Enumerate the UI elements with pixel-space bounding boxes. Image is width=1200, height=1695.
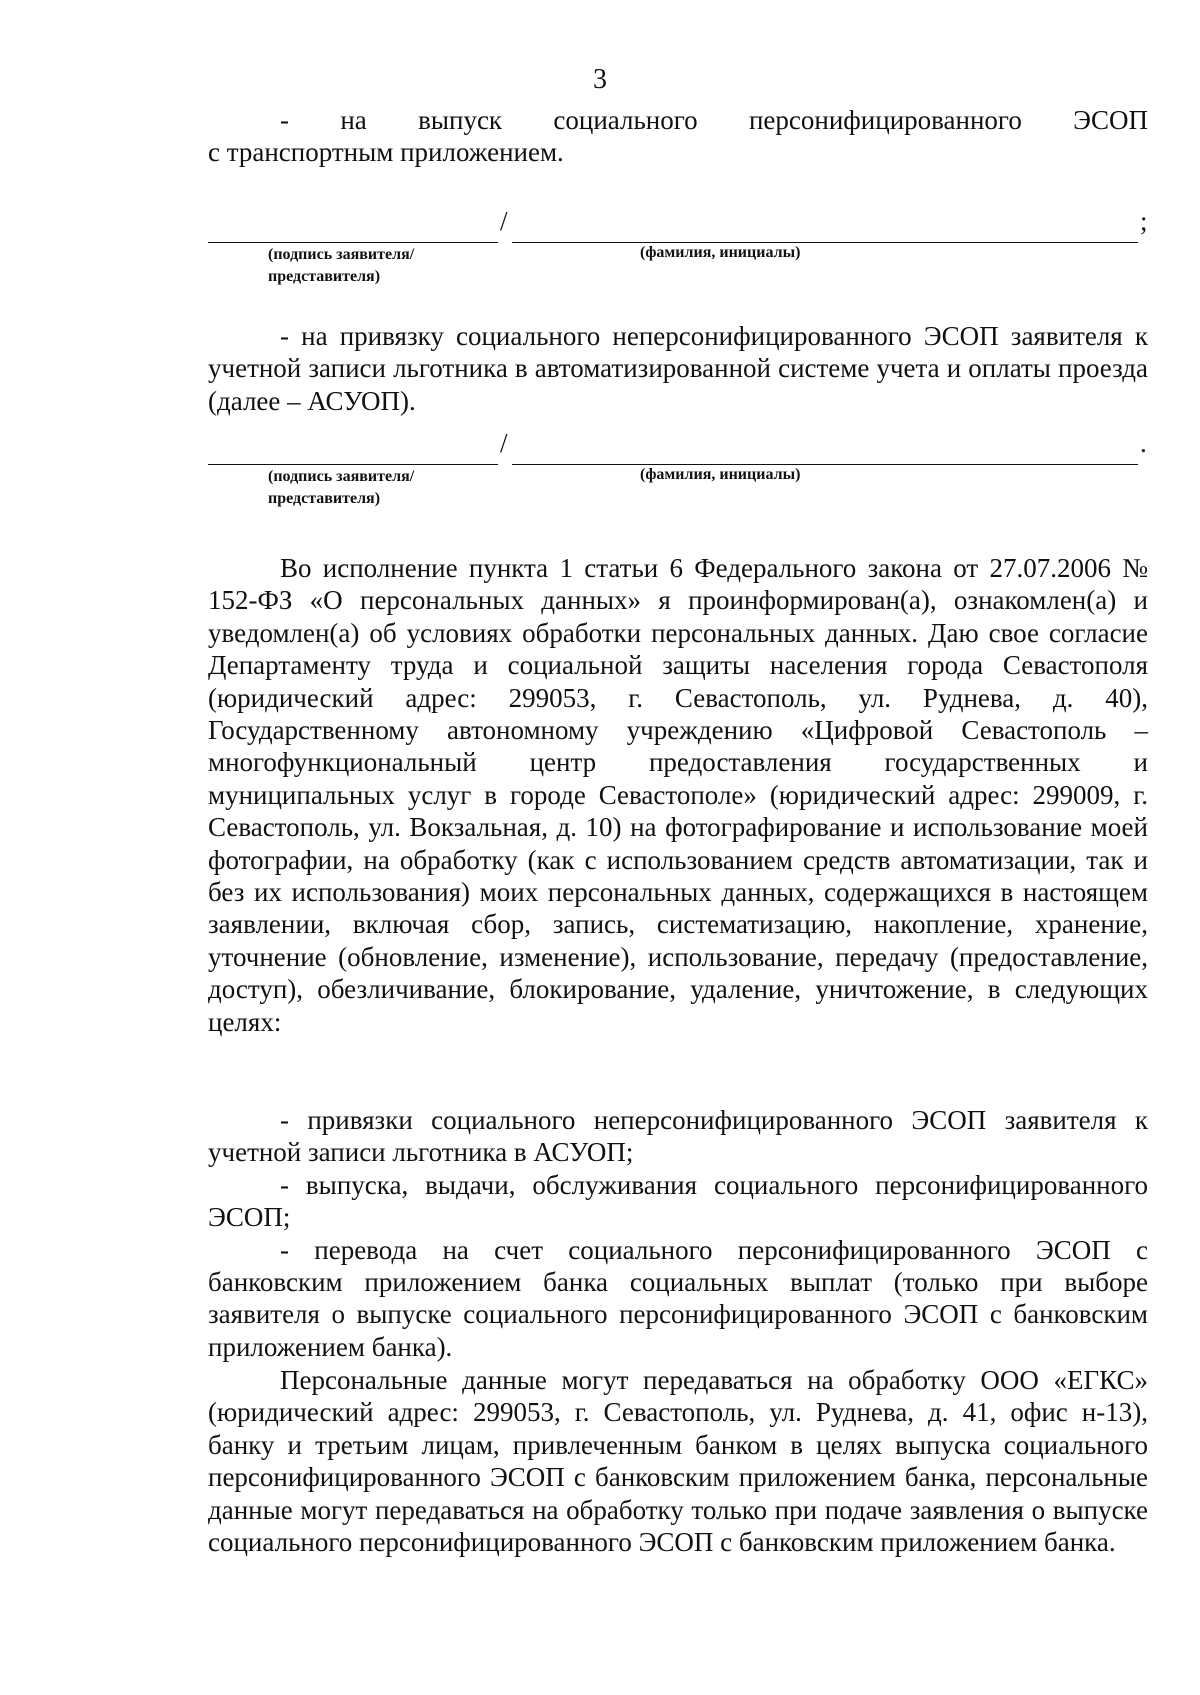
paragraph-consent: Во исполнение пункта 1 статьи 6 Федерального закона от 27.07.2006 № 152-ФЗ «О персональных данных» я проинформирован(а), ознакомлен(а) и уведомлен(а) об условиях обработки персональных данных. Даю свое согласие Департаменту труда и социальной защиты населения города Севастополя (юридический адрес: 299053, г. Севастополь, ул. Руднева, д. 40), Государственному автономному учреждению «Цифровой Севастополь – многофункциональный центр предоставления государственных и муниципальных услуг в городе Севастополе» (юридический адрес: 299009, г. Севастополь, ул. Вокзальная, д. 10) на фотографирование и использование моей фотографии, на обработку (как с использованием средств автоматизации, так и без их использования) моих персональных данных, содержащихся в настоящем заявлении, включая сбор, запись, систематизацию, накопление, хранение, уточнение (обновление, изменение), использование, передачу (предоставление, доступ), обезличивание, блокирование, удаление, уничтожение, в следующих целях: [208,553,1148,1037]
purpose-list [208,1104,1148,1363]
signature-block-1 [208,206,1148,285]
paragraph-data-transfer: Персональные данные могут передаваться на обработку ООО «ЕГКС» (юридический адрес: 299053, г. Севастополь, ул. Руднева, д. 41, офис н-13), банку и третьим лицам, привлеченным банком в целях выпуска социального персонифицированного ЭСОП с банковским приложением банка, персональные данные могут передаваться на обработку только при подаче заявления о выпуске социального персонифицированного ЭСОП с банковским приложением банка. [208,1365,1148,1558]
name-line [512,436,1138,465]
list-item: - перевода на счет социального персонифицированного ЭСОП с банковским приложением банка социальных выплат (только при выборе заявителя о выпуске социального персонифицированного ЭСОП с банковским приложением банка). [208,1234,1148,1362]
list-item: - выпуска, выдачи, обслуживания социального персонифицированного ЭСОП; [208,1169,1148,1233]
paragraph-line: с транспортным приложением. [208,137,564,168]
signature-line [208,436,498,465]
list-item: - привязки социального неперсонифицированного ЭСОП заявителя к учетной записи льготника в АСУОП; [208,1105,1148,1168]
signature-block-2 [208,428,1148,507]
paragraph-asuop-binding: - на привязку социального неперсонифицированного ЭСОП заявителя к учетной записи льготника в автоматизированной системе учета и оплаты проезда (далее – АСУОП). [208,321,1148,416]
signature-caption: (подпись заявителя/ представителя) [268,246,415,285]
name-caption: (фамилия, инициалы) [640,244,801,261]
paragraph-transport-app [208,104,1148,169]
signature-separator: / [500,206,508,236]
signature-end-mark: . [1140,428,1147,458]
page-number: 3 [593,64,607,95]
signature-separator: / [500,428,508,458]
signature-end-mark: ; [1140,206,1148,236]
name-caption: (фамилия, инициалы) [640,466,801,483]
signature-line [208,214,498,243]
name-line [512,214,1138,243]
paragraph-line: - на выпуск социального персонифицированного ЭСОП [280,105,1148,135]
signature-caption: (подпись заявителя/ представителя) [268,468,415,507]
